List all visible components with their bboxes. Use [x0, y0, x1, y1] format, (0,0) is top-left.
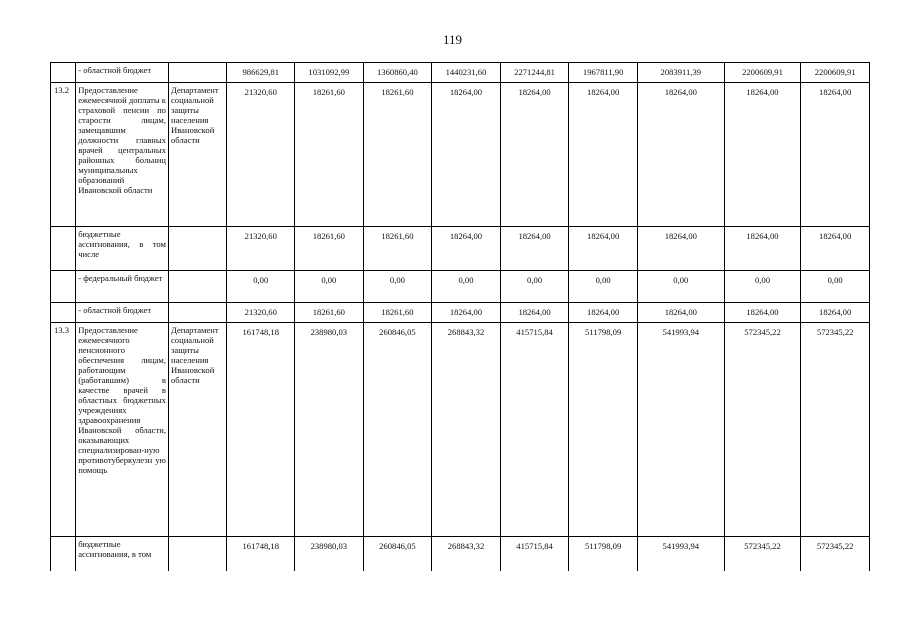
description-cell: - федеральный бюджет: [76, 271, 169, 303]
row-index-cell: [51, 537, 76, 571]
value-cell: 572345,22: [801, 537, 870, 571]
value-cell: 18261,60: [295, 227, 364, 271]
value-cell: 2200609,91: [801, 63, 870, 83]
description-cell: Предоставление ежемесячного пенсионного обеспечения лицам, работающим (работавшим) в качестве врачей в областных бюджетных учреждениях здравоохранения Ивановской области, оказывающих специализирован-ную противотуберкулезн ую помощь: [76, 323, 169, 537]
table-row: [51, 271, 870, 303]
value-cell: 2200609,91: [724, 63, 801, 83]
value-cell: 0,00: [363, 271, 432, 303]
budget-table: [50, 62, 870, 571]
table-row: [51, 303, 870, 323]
page-number: 119: [442, 32, 463, 47]
value-cell: 572345,22: [724, 323, 801, 537]
value-cell: 161748,18: [227, 323, 295, 537]
value-cell: 18261,60: [295, 83, 364, 227]
value-cell: 18264,00: [637, 83, 724, 227]
value-cell: 18264,00: [500, 303, 569, 323]
value-cell: 2271244,81: [500, 63, 569, 83]
value-cell: 541993,94: [637, 537, 724, 571]
value-cell: 511798,09: [569, 323, 638, 537]
table-row: [51, 537, 870, 571]
value-cell: 21320,60: [227, 227, 295, 271]
value-cell: 415715,84: [500, 537, 569, 571]
value-cell: 18264,00: [569, 303, 638, 323]
value-cell: 18264,00: [724, 227, 801, 271]
value-cell: 18264,00: [801, 227, 870, 271]
value-cell: 18264,00: [500, 227, 569, 271]
value-cell: 0,00: [227, 271, 295, 303]
value-cell: 0,00: [432, 271, 501, 303]
value-cell: 21320,60: [227, 303, 295, 323]
description-cell: - областной бюджет: [76, 63, 169, 83]
value-cell: 18264,00: [801, 303, 870, 323]
value-cell: 18264,00: [637, 303, 724, 323]
row-index-cell: 13.3: [51, 323, 76, 537]
value-cell: 415715,84: [500, 323, 569, 537]
value-cell: 238980,03: [295, 323, 364, 537]
value-cell: 18261,60: [363, 227, 432, 271]
value-cell: 268843,32: [432, 537, 501, 571]
value-cell: 0,00: [500, 271, 569, 303]
value-cell: 268843,32: [432, 323, 501, 537]
row-index-cell: 13.2: [51, 83, 76, 227]
value-cell: 18264,00: [432, 303, 501, 323]
value-cell: 18264,00: [637, 227, 724, 271]
value-cell: 18264,00: [801, 83, 870, 227]
value-cell: 18264,00: [432, 227, 501, 271]
value-cell: 18264,00: [569, 83, 638, 227]
row-index-cell: [51, 63, 76, 83]
department-cell: [168, 227, 227, 271]
value-cell: 0,00: [569, 271, 638, 303]
value-cell: 260846,05: [363, 323, 432, 537]
department-cell: [168, 271, 227, 303]
value-cell: 161748,18: [227, 537, 295, 571]
description-cell: бюджетные ассигнования, в том числе: [76, 227, 169, 271]
value-cell: 1440231,60: [432, 63, 501, 83]
value-cell: 572345,22: [724, 537, 801, 571]
value-cell: 18264,00: [724, 83, 801, 227]
value-cell: 2083911,39: [637, 63, 724, 83]
value-cell: 18264,00: [569, 227, 638, 271]
table-row: [51, 323, 870, 537]
description-cell: - областной бюджет: [76, 303, 169, 323]
table-row: [51, 63, 870, 83]
row-index-cell: [51, 271, 76, 303]
value-cell: 0,00: [801, 271, 870, 303]
department-cell: Департамент социальной защиты населения Ивановской области: [168, 323, 227, 537]
value-cell: 541993,94: [637, 323, 724, 537]
table-row: [51, 227, 870, 271]
value-cell: 18264,00: [724, 303, 801, 323]
table-row: [51, 83, 870, 227]
department-cell: [168, 63, 227, 83]
value-cell: 511798,09: [569, 537, 638, 571]
value-cell: 1031092,99: [295, 63, 364, 83]
row-index-cell: [51, 303, 76, 323]
value-cell: 18264,00: [432, 83, 501, 227]
value-cell: 0,00: [295, 271, 364, 303]
value-cell: 572345,22: [801, 323, 870, 537]
value-cell: 238980,03: [295, 537, 364, 571]
department-cell: [168, 303, 227, 323]
value-cell: 0,00: [637, 271, 724, 303]
value-cell: 18261,60: [363, 83, 432, 227]
value-cell: 1360860,40: [363, 63, 432, 83]
description-cell: бюджетные ассигнования, в том: [76, 537, 169, 571]
description-cell: Предоставление ежемесячной доплаты к страховой пенсии по старости лицам, замещавшим должности главных врачей центральных районных больниц муниципальных образований Ивановской области: [76, 83, 169, 227]
value-cell: 18261,60: [363, 303, 432, 323]
value-cell: 18261,60: [295, 303, 364, 323]
value-cell: 21320,60: [227, 83, 295, 227]
value-cell: 18264,00: [500, 83, 569, 227]
value-cell: 260846,05: [363, 537, 432, 571]
value-cell: 986629,81: [227, 63, 295, 83]
department-cell: Департамент социальной защиты населения Ивановской области: [168, 83, 227, 227]
department-cell: [168, 537, 227, 571]
value-cell: 1967811,90: [569, 63, 638, 83]
row-index-cell: [51, 227, 76, 271]
value-cell: 0,00: [724, 271, 801, 303]
